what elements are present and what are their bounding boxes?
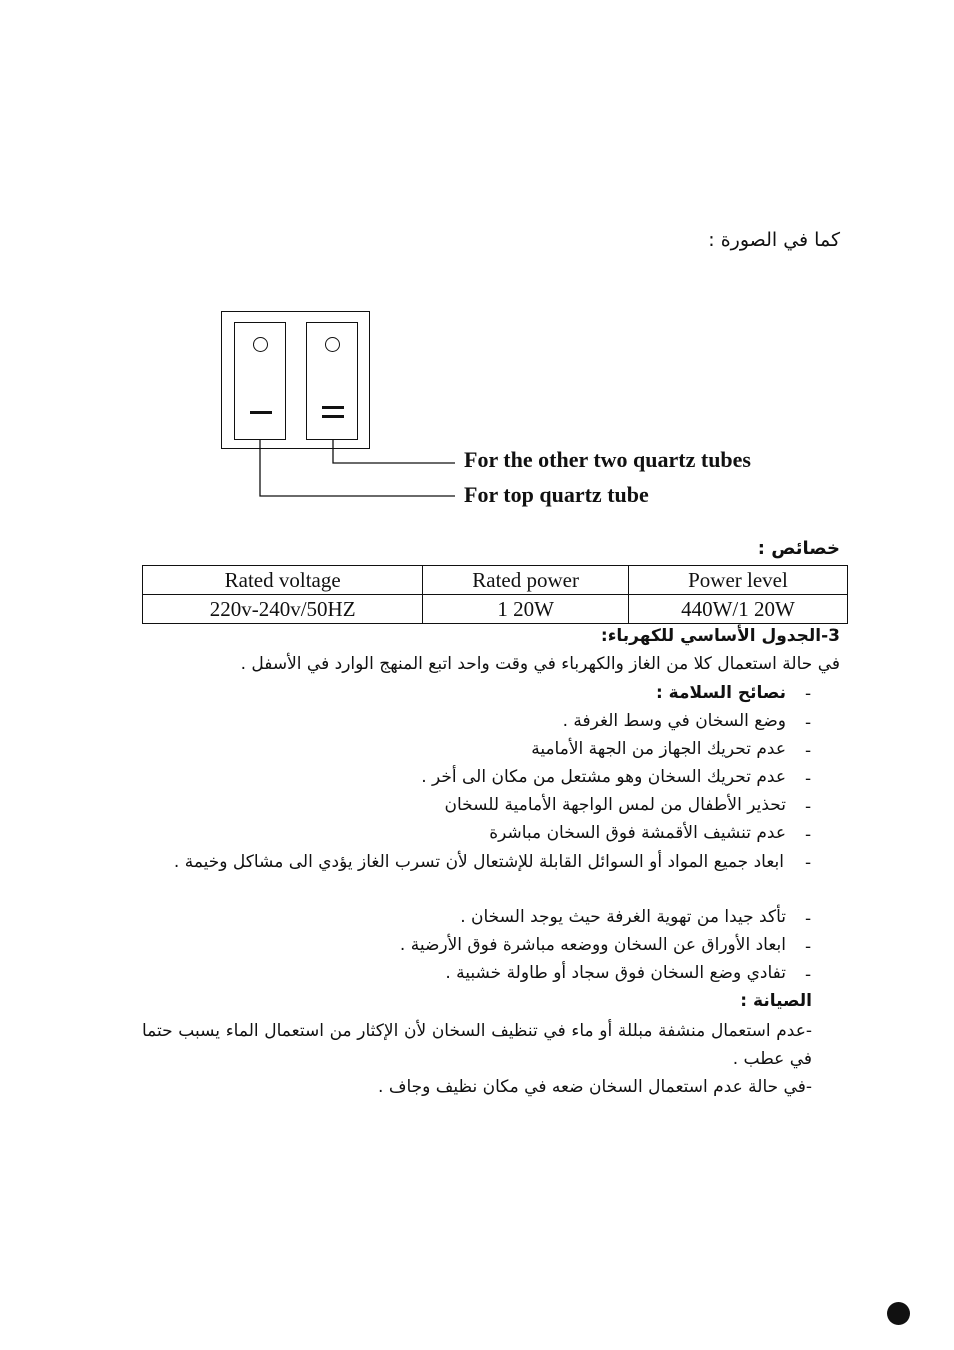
section-3-heading: 3-الجدول الأساسي للكهرباء: xyxy=(600,626,840,646)
diagram-caption: كما في الصورة : xyxy=(708,229,840,251)
maintenance-heading: الصيانة : xyxy=(740,991,812,1011)
safety-item: عدم تحريك الجهاز من الجهة الأمامية xyxy=(531,739,786,759)
bullet-dash: - xyxy=(805,937,812,957)
leader-line-top xyxy=(260,440,455,496)
safety-item: عدم تنشيف الأقمشة فوق السخان مباشرة xyxy=(489,823,786,843)
safety-item: وضع السخان في وسط الغرفة . xyxy=(562,711,786,731)
safety-item: تحذير الأطفال من لمس الواجهة الأمامية للسخان xyxy=(444,795,786,815)
bullet-dash: - xyxy=(805,825,812,845)
bullet-dash: - xyxy=(805,769,812,789)
maintenance-item: -في حالة عدم استعمال السخان ضعه في مكان نظيف وجاف . xyxy=(378,1077,812,1097)
table-row xyxy=(143,595,848,624)
safety-item: تأكد جيدا من تهوية الغرفة حيث يوجد السخان . xyxy=(460,907,786,927)
specs-heading: خصائص : xyxy=(757,538,840,559)
specs-table xyxy=(142,565,848,624)
bullet-dash: - xyxy=(805,741,812,761)
table-cell: 1 20W xyxy=(423,595,629,624)
safety-item: تفادي وضع السخان فوق سجاد أو طاولة خشبية . xyxy=(445,963,786,983)
label-top-tube: For top quartz tube xyxy=(464,482,649,507)
leader-line-other xyxy=(333,440,455,463)
bullet-dash: - xyxy=(805,909,812,929)
safety-item: ابعاد الأوراق عن السخان ووضعه مباشرة فوق الأرضية . xyxy=(399,935,786,955)
section-3-intro: في حالة استعمال كلا من الغاز والكهرباء في وقت واحد اتبع المنهج الوارد في الأسفل . xyxy=(240,654,840,674)
page-marker-dot xyxy=(887,1302,910,1325)
table-cell: 440W/1 20W xyxy=(628,595,847,624)
safety-heading: نصائح السلامة : xyxy=(655,683,786,703)
table-header-cell: Rated power xyxy=(423,566,629,595)
label-other-tubes: For the other two quartz tubes xyxy=(464,447,751,472)
table-cell: 220v-240v/50HZ xyxy=(143,595,423,624)
table-header-cell: Power level xyxy=(628,566,847,595)
safety-item: عدم تحريك السخان وهو مشتعل من مكان الى أخر . xyxy=(421,767,786,787)
bullet-dash: - xyxy=(805,853,812,873)
bullet-dash: - xyxy=(805,684,812,704)
table-header-cell: Rated voltage xyxy=(143,566,423,595)
bullet-dash: - xyxy=(805,797,812,817)
bullet-dash: - xyxy=(805,965,812,985)
table-row xyxy=(143,566,848,595)
safety-item: ابعاد جميع المواد أو السوائل القابلة للإشتعال لأن تسرب الغاز يؤدي الى مشاكل وخيمة . xyxy=(173,852,784,872)
bullet-dash: - xyxy=(805,713,812,733)
maintenance-item: -عدم استعمال منشفة مبللة أو ماء في تنظيف السخان لأن الإكثار من استعمال الماء يسبب حتما في عطب . xyxy=(142,1021,812,1069)
